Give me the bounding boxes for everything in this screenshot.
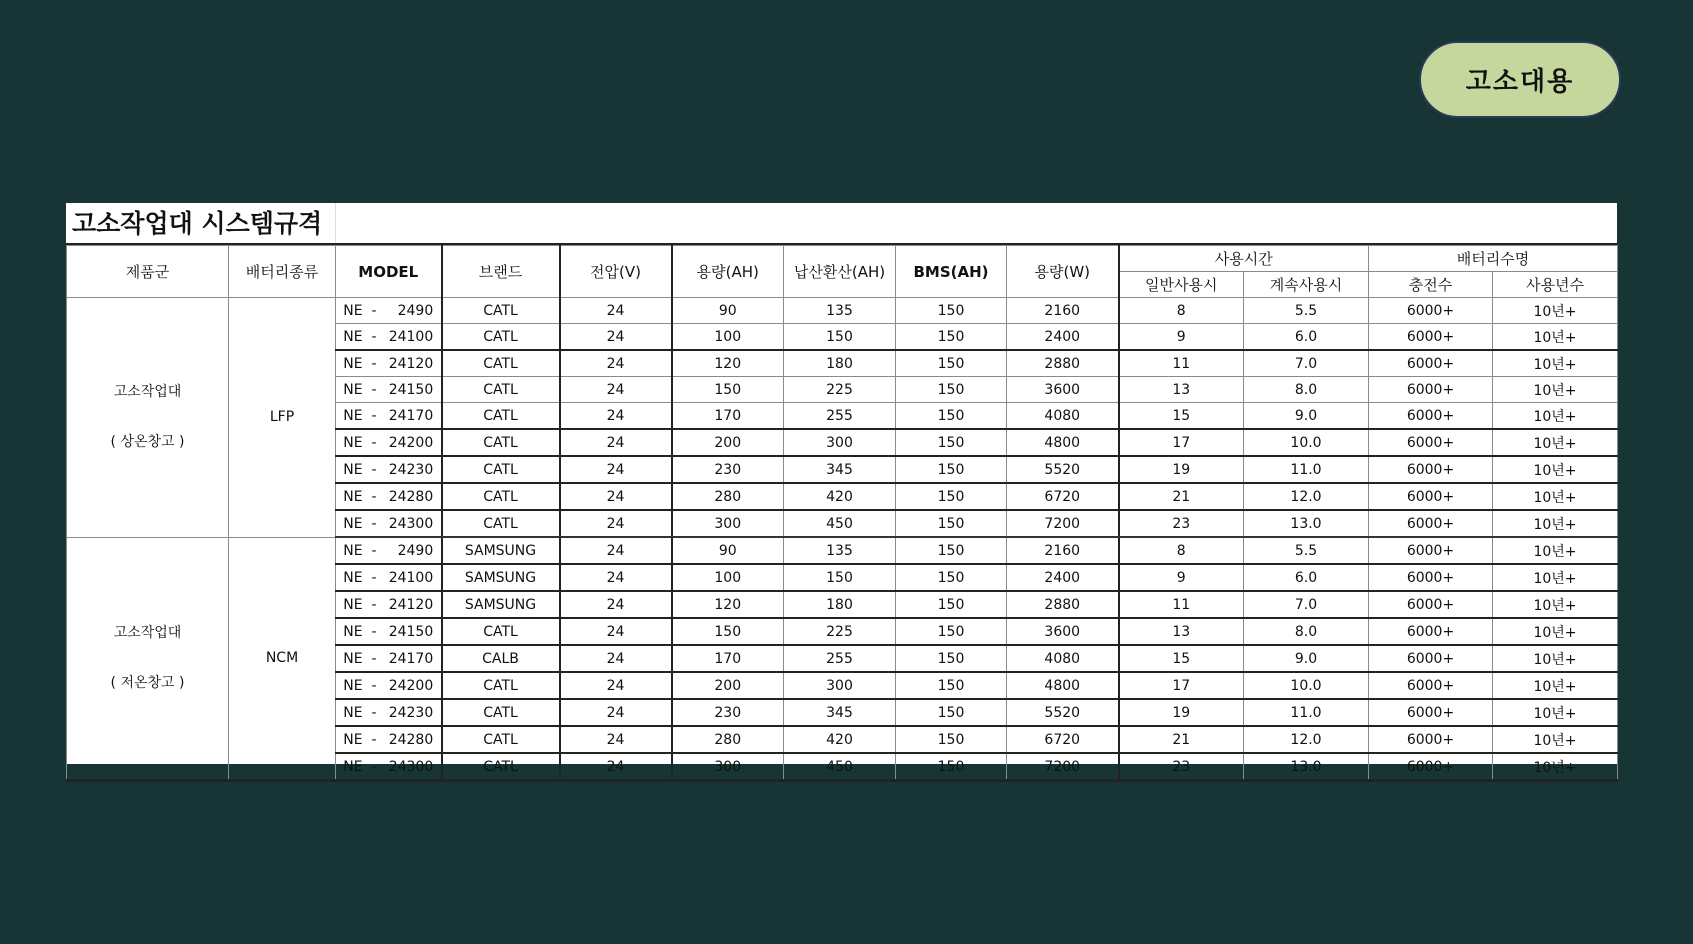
lead-acid-equiv-cell: 225 xyxy=(784,377,896,403)
years-cell: 10년+ xyxy=(1493,672,1618,699)
battery-type-cell: NCM xyxy=(229,537,336,781)
capacity-ah-cell: 280 xyxy=(672,483,784,510)
model-label xyxy=(343,759,433,775)
product-group-subtitle: ( 상온창고 ) xyxy=(110,434,185,451)
voltage-cell: 24 xyxy=(560,591,672,618)
model-number: 24100 xyxy=(388,569,434,586)
bms-cell: 150 xyxy=(896,618,1007,645)
model-number: 24120 xyxy=(388,355,434,372)
model-prefix: NE - xyxy=(343,461,377,478)
continuous-use-cell: 6.0 xyxy=(1244,564,1369,591)
lead-acid-equiv-cell: 420 xyxy=(784,483,896,510)
brand-cell: CATL xyxy=(442,483,560,510)
model-cell xyxy=(336,483,442,510)
header-battery-type: 배터리종류 xyxy=(229,246,336,298)
spec-table xyxy=(66,245,1618,782)
normal-use-cell: 23 xyxy=(1119,510,1244,537)
model-number: 24150 xyxy=(388,381,434,398)
lead-acid-equiv-cell: 420 xyxy=(784,726,896,753)
years-cell: 10년+ xyxy=(1493,377,1618,403)
model-label xyxy=(343,489,433,505)
model-cell xyxy=(336,537,442,564)
years-cell: 10년+ xyxy=(1493,537,1618,564)
normal-use-cell: 19 xyxy=(1119,699,1244,726)
years-cell: 10년+ xyxy=(1493,618,1618,645)
model-number: 24200 xyxy=(388,677,434,694)
voltage-cell: 24 xyxy=(560,350,672,377)
product-group-subtitle: ( 저온창고 ) xyxy=(110,675,185,692)
model-prefix: NE - xyxy=(343,623,377,640)
charge-cycles-cell: 6000+ xyxy=(1369,350,1493,377)
continuous-use-cell: 9.0 xyxy=(1244,645,1369,672)
normal-use-cell: 19 xyxy=(1119,456,1244,483)
capacity-ah-cell: 300 xyxy=(672,510,784,537)
years-cell: 10년+ xyxy=(1493,483,1618,510)
model-number: 24170 xyxy=(388,650,434,667)
lead-acid-equiv-cell: 255 xyxy=(784,403,896,430)
model-number: 24200 xyxy=(388,434,434,451)
model-prefix: NE - xyxy=(343,731,377,748)
model-label xyxy=(343,705,433,721)
header-charge-cycles: 충전수 xyxy=(1369,272,1493,298)
model-label xyxy=(343,382,433,398)
charge-cycles-cell: 6000+ xyxy=(1369,298,1493,324)
model-number: 24300 xyxy=(388,758,434,775)
model-prefix: NE - xyxy=(343,704,377,721)
header-continuous-use: 계속사용시 xyxy=(1244,272,1369,298)
capacity-w-cell: 2400 xyxy=(1007,324,1119,351)
brand-cell: CATL xyxy=(442,672,560,699)
header-product-group: 제품군 xyxy=(67,246,229,298)
header-model: MODEL xyxy=(336,246,442,298)
model-number: 24150 xyxy=(388,623,434,640)
voltage-cell: 24 xyxy=(560,377,672,403)
bms-cell: 150 xyxy=(896,591,1007,618)
normal-use-cell: 8 xyxy=(1119,537,1244,564)
voltage-cell: 24 xyxy=(560,537,672,564)
continuous-use-cell: 11.0 xyxy=(1244,456,1369,483)
model-prefix: NE - xyxy=(343,381,377,398)
years-cell: 10년+ xyxy=(1493,510,1618,537)
bms-cell: 150 xyxy=(896,456,1007,483)
model-cell xyxy=(336,510,442,537)
product-group-cell xyxy=(67,537,229,781)
normal-use-cell: 15 xyxy=(1119,645,1244,672)
model-prefix: NE - xyxy=(343,758,377,775)
model-label xyxy=(343,516,433,532)
model-label xyxy=(343,462,433,478)
brand-cell: CATL xyxy=(442,324,560,351)
voltage-cell: 24 xyxy=(560,403,672,430)
model-prefix: NE - xyxy=(343,569,377,586)
bms-cell: 150 xyxy=(896,699,1007,726)
lead-acid-equiv-cell: 300 xyxy=(784,429,896,456)
continuous-use-cell: 9.0 xyxy=(1244,403,1369,430)
product-group-name: 고소작업대 xyxy=(113,625,182,642)
capacity-w-cell: 2880 xyxy=(1007,591,1119,618)
continuous-use-cell: 5.5 xyxy=(1244,298,1369,324)
brand-cell: CATL xyxy=(442,618,560,645)
normal-use-cell: 9 xyxy=(1119,324,1244,351)
brand-cell: SAMSUNG xyxy=(442,537,560,564)
charge-cycles-cell: 6000+ xyxy=(1369,645,1493,672)
charge-cycles-cell: 6000+ xyxy=(1369,456,1493,483)
brand-cell: SAMSUNG xyxy=(442,564,560,591)
capacity-ah-cell: 230 xyxy=(672,699,784,726)
charge-cycles-cell: 6000+ xyxy=(1369,672,1493,699)
voltage-cell: 24 xyxy=(560,645,672,672)
table-row xyxy=(67,537,1618,564)
voltage-cell: 24 xyxy=(560,324,672,351)
continuous-use-cell: 10.0 xyxy=(1244,672,1369,699)
category-badge[interactable]: 고소대용 xyxy=(1419,41,1621,118)
capacity-w-cell: 2160 xyxy=(1007,298,1119,324)
continuous-use-cell: 12.0 xyxy=(1244,726,1369,753)
lead-acid-equiv-cell: 345 xyxy=(784,456,896,483)
capacity-w-cell: 4080 xyxy=(1007,403,1119,430)
capacity-w-cell: 5520 xyxy=(1007,456,1119,483)
brand-cell: CATL xyxy=(442,429,560,456)
lead-acid-equiv-cell: 135 xyxy=(784,537,896,564)
bms-cell: 150 xyxy=(896,350,1007,377)
normal-use-cell: 23 xyxy=(1119,753,1244,781)
model-cell xyxy=(336,726,442,753)
lead-acid-equiv-cell: 300 xyxy=(784,672,896,699)
sheet-title: 고소작업대 시스템규격 xyxy=(72,209,323,238)
normal-use-cell: 11 xyxy=(1119,350,1244,377)
model-prefix: NE - xyxy=(343,407,377,424)
model-prefix: NE - xyxy=(343,650,377,667)
model-cell xyxy=(336,618,442,645)
years-cell: 10년+ xyxy=(1493,350,1618,377)
brand-cell: SAMSUNG xyxy=(442,591,560,618)
model-number: 24100 xyxy=(388,328,434,345)
bms-cell: 150 xyxy=(896,483,1007,510)
brand-cell: CATL xyxy=(442,403,560,430)
model-label xyxy=(343,435,433,451)
model-number: 24230 xyxy=(388,461,434,478)
continuous-use-cell: 6.0 xyxy=(1244,324,1369,351)
capacity-ah-cell: 90 xyxy=(672,298,784,324)
normal-use-cell: 13 xyxy=(1119,618,1244,645)
lead-acid-equiv-cell: 450 xyxy=(784,753,896,781)
voltage-cell: 24 xyxy=(560,753,672,781)
continuous-use-cell: 8.0 xyxy=(1244,618,1369,645)
model-cell xyxy=(336,298,442,324)
normal-use-cell: 9 xyxy=(1119,564,1244,591)
capacity-w-cell: 4800 xyxy=(1007,672,1119,699)
model-cell xyxy=(336,377,442,403)
capacity-ah-cell: 120 xyxy=(672,350,784,377)
continuous-use-cell: 13.0 xyxy=(1244,753,1369,781)
header-brand: 브랜드 xyxy=(442,246,560,298)
capacity-ah-cell: 120 xyxy=(672,591,784,618)
sheet-title-row xyxy=(66,203,1617,245)
model-prefix: NE - xyxy=(343,677,377,694)
bms-cell: 150 xyxy=(896,564,1007,591)
brand-cell: CALB xyxy=(442,645,560,672)
normal-use-cell: 15 xyxy=(1119,403,1244,430)
brand-cell: CATL xyxy=(442,726,560,753)
charge-cycles-cell: 6000+ xyxy=(1369,483,1493,510)
capacity-w-cell: 5520 xyxy=(1007,699,1119,726)
model-number: 2490 xyxy=(397,542,434,559)
continuous-use-cell: 5.5 xyxy=(1244,537,1369,564)
bms-cell: 150 xyxy=(896,753,1007,781)
capacity-ah-cell: 100 xyxy=(672,564,784,591)
continuous-use-cell: 10.0 xyxy=(1244,429,1369,456)
normal-use-cell: 17 xyxy=(1119,429,1244,456)
years-cell: 10년+ xyxy=(1493,564,1618,591)
model-label xyxy=(343,408,433,424)
capacity-ah-cell: 280 xyxy=(672,726,784,753)
charge-cycles-cell: 6000+ xyxy=(1369,753,1493,781)
voltage-cell: 24 xyxy=(560,510,672,537)
header-lead-acid-equiv: 납산환산(AH) xyxy=(784,246,896,298)
normal-use-cell: 17 xyxy=(1119,672,1244,699)
years-cell: 10년+ xyxy=(1493,645,1618,672)
model-number: 24230 xyxy=(388,704,434,721)
continuous-use-cell: 7.0 xyxy=(1244,591,1369,618)
model-number: 24170 xyxy=(388,407,434,424)
continuous-use-cell: 12.0 xyxy=(1244,483,1369,510)
header-battery-life: 배터리수명 xyxy=(1369,246,1618,272)
voltage-cell: 24 xyxy=(560,429,672,456)
capacity-w-cell: 2400 xyxy=(1007,564,1119,591)
years-cell: 10년+ xyxy=(1493,591,1618,618)
model-prefix: NE - xyxy=(343,302,377,319)
voltage-cell: 24 xyxy=(560,618,672,645)
years-cell: 10년+ xyxy=(1493,699,1618,726)
capacity-ah-cell: 200 xyxy=(672,429,784,456)
years-cell: 10년+ xyxy=(1493,324,1618,351)
charge-cycles-cell: 6000+ xyxy=(1369,324,1493,351)
charge-cycles-cell: 6000+ xyxy=(1369,726,1493,753)
charge-cycles-cell: 6000+ xyxy=(1369,699,1493,726)
voltage-cell: 24 xyxy=(560,699,672,726)
capacity-w-cell: 6720 xyxy=(1007,483,1119,510)
capacity-w-cell: 4080 xyxy=(1007,645,1119,672)
model-number: 2490 xyxy=(397,302,434,319)
model-prefix: NE - xyxy=(343,355,377,372)
capacity-w-cell: 3600 xyxy=(1007,377,1119,403)
model-cell xyxy=(336,403,442,430)
charge-cycles-cell: 6000+ xyxy=(1369,591,1493,618)
brand-cell: CATL xyxy=(442,298,560,324)
model-prefix: NE - xyxy=(343,434,377,451)
model-label xyxy=(343,597,433,613)
normal-use-cell: 8 xyxy=(1119,298,1244,324)
normal-use-cell: 11 xyxy=(1119,591,1244,618)
voltage-cell: 24 xyxy=(560,298,672,324)
normal-use-cell: 13 xyxy=(1119,377,1244,403)
model-cell xyxy=(336,324,442,351)
bms-cell: 150 xyxy=(896,672,1007,699)
model-cell xyxy=(336,429,442,456)
brand-cell: CATL xyxy=(442,699,560,726)
lead-acid-equiv-cell: 150 xyxy=(784,324,896,351)
continuous-use-cell: 8.0 xyxy=(1244,377,1369,403)
lead-acid-equiv-cell: 180 xyxy=(784,591,896,618)
model-prefix: NE - xyxy=(343,488,377,505)
model-number: 24280 xyxy=(388,731,434,748)
charge-cycles-cell: 6000+ xyxy=(1369,510,1493,537)
bms-cell: 150 xyxy=(896,324,1007,351)
brand-cell: CATL xyxy=(442,456,560,483)
model-label xyxy=(343,356,433,372)
capacity-w-cell: 4800 xyxy=(1007,429,1119,456)
brand-cell: CATL xyxy=(442,377,560,403)
model-number: 24280 xyxy=(388,488,434,505)
brand-cell: CATL xyxy=(442,350,560,377)
capacity-ah-cell: 150 xyxy=(672,377,784,403)
product-group-name: 고소작업대 xyxy=(113,384,182,401)
model-cell xyxy=(336,672,442,699)
years-cell: 10년+ xyxy=(1493,403,1618,430)
model-label xyxy=(343,543,433,559)
capacity-ah-cell: 90 xyxy=(672,537,784,564)
brand-cell: CATL xyxy=(442,753,560,781)
bms-cell: 150 xyxy=(896,510,1007,537)
charge-cycles-cell: 6000+ xyxy=(1369,377,1493,403)
model-number: 24300 xyxy=(388,515,434,532)
voltage-cell: 24 xyxy=(560,564,672,591)
voltage-cell: 24 xyxy=(560,726,672,753)
charge-cycles-cell: 6000+ xyxy=(1369,403,1493,430)
lead-acid-equiv-cell: 255 xyxy=(784,645,896,672)
model-cell xyxy=(336,350,442,377)
years-cell: 10년+ xyxy=(1493,298,1618,324)
header-capacity-ah: 용량(AH) xyxy=(672,246,784,298)
normal-use-cell: 21 xyxy=(1119,726,1244,753)
model-cell xyxy=(336,753,442,781)
capacity-w-cell: 2160 xyxy=(1007,537,1119,564)
years-cell: 10년+ xyxy=(1493,456,1618,483)
model-label xyxy=(343,651,433,667)
lead-acid-equiv-cell: 345 xyxy=(784,699,896,726)
table-row xyxy=(67,298,1618,324)
bms-cell: 150 xyxy=(896,377,1007,403)
header-normal-use: 일반사용시 xyxy=(1119,272,1244,298)
continuous-use-cell: 11.0 xyxy=(1244,699,1369,726)
years-cell: 10년+ xyxy=(1493,753,1618,781)
model-cell xyxy=(336,645,442,672)
model-label xyxy=(343,624,433,640)
capacity-ah-cell: 230 xyxy=(672,456,784,483)
lead-acid-equiv-cell: 150 xyxy=(784,564,896,591)
capacity-ah-cell: 300 xyxy=(672,753,784,781)
model-label xyxy=(343,678,433,694)
model-label xyxy=(343,303,433,319)
product-group-cell xyxy=(67,298,229,538)
capacity-w-cell: 2880 xyxy=(1007,350,1119,377)
header-usage-time: 사용시간 xyxy=(1119,246,1369,272)
header-years: 사용년수 xyxy=(1493,272,1618,298)
voltage-cell: 24 xyxy=(560,483,672,510)
bms-cell: 150 xyxy=(896,537,1007,564)
bms-cell: 150 xyxy=(896,726,1007,753)
model-label xyxy=(343,732,433,748)
header-capacity-w: 용량(W) xyxy=(1007,246,1119,298)
years-cell: 10년+ xyxy=(1493,429,1618,456)
capacity-ah-cell: 170 xyxy=(672,403,784,430)
bms-cell: 150 xyxy=(896,645,1007,672)
continuous-use-cell: 7.0 xyxy=(1244,350,1369,377)
capacity-w-cell: 7200 xyxy=(1007,753,1119,781)
spec-sheet xyxy=(66,203,1617,776)
charge-cycles-cell: 6000+ xyxy=(1369,618,1493,645)
years-cell: 10년+ xyxy=(1493,726,1618,753)
battery-type-cell: LFP xyxy=(229,298,336,538)
capacity-w-cell: 6720 xyxy=(1007,726,1119,753)
model-cell xyxy=(336,699,442,726)
model-cell xyxy=(336,456,442,483)
model-cell xyxy=(336,564,442,591)
model-label xyxy=(343,570,433,586)
normal-use-cell: 21 xyxy=(1119,483,1244,510)
model-prefix: NE - xyxy=(343,542,377,559)
bms-cell: 150 xyxy=(896,298,1007,324)
lead-acid-equiv-cell: 450 xyxy=(784,510,896,537)
capacity-ah-cell: 200 xyxy=(672,672,784,699)
lead-acid-equiv-cell: 135 xyxy=(784,298,896,324)
capacity-ah-cell: 150 xyxy=(672,618,784,645)
model-number: 24120 xyxy=(388,596,434,613)
lead-acid-equiv-cell: 180 xyxy=(784,350,896,377)
charge-cycles-cell: 6000+ xyxy=(1369,537,1493,564)
bms-cell: 150 xyxy=(896,429,1007,456)
brand-cell: CATL xyxy=(442,510,560,537)
model-prefix: NE - xyxy=(343,515,377,532)
voltage-cell: 24 xyxy=(560,456,672,483)
lead-acid-equiv-cell: 225 xyxy=(784,618,896,645)
capacity-ah-cell: 100 xyxy=(672,324,784,351)
title-cell-divider xyxy=(335,203,336,243)
voltage-cell: 24 xyxy=(560,672,672,699)
charge-cycles-cell: 6000+ xyxy=(1369,429,1493,456)
capacity-ah-cell: 170 xyxy=(672,645,784,672)
capacity-w-cell: 7200 xyxy=(1007,510,1119,537)
capacity-w-cell: 3600 xyxy=(1007,618,1119,645)
charge-cycles-cell: 6000+ xyxy=(1369,564,1493,591)
model-label xyxy=(343,329,433,345)
model-cell xyxy=(336,591,442,618)
bms-cell: 150 xyxy=(896,403,1007,430)
continuous-use-cell: 13.0 xyxy=(1244,510,1369,537)
header-voltage: 전압(V) xyxy=(560,246,672,298)
model-prefix: NE - xyxy=(343,596,377,613)
model-prefix: NE - xyxy=(343,328,377,345)
header-bms: BMS(AH) xyxy=(896,246,1007,298)
